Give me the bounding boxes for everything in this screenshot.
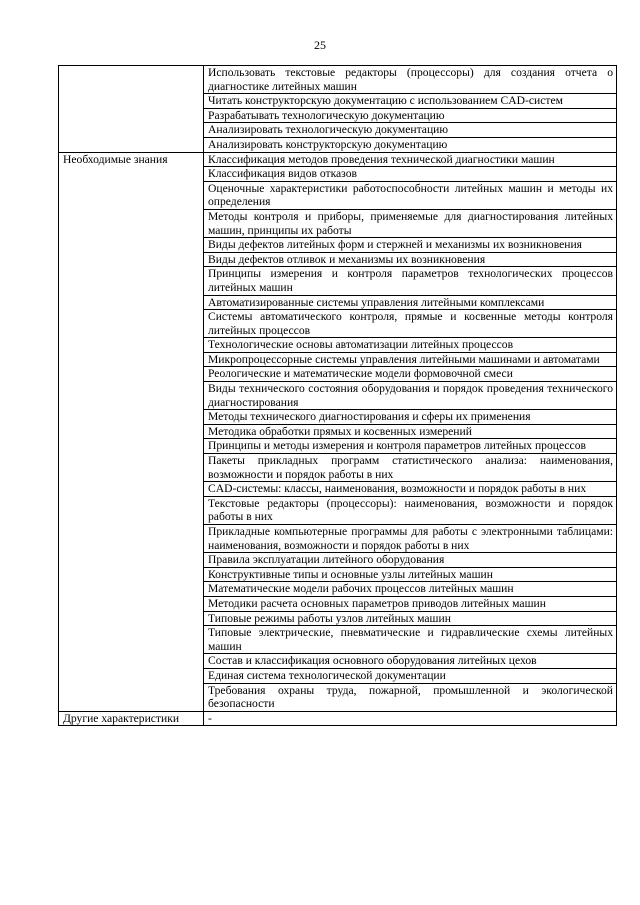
- item-text: Типовые электрические, пневматические и гидравлические схемы литейных машин: [208, 626, 613, 653]
- item-cell: [204, 338, 617, 353]
- item-text: Методы контроля и приборы, применяемые для диагностирования литейных машин, принципы их работы: [208, 209, 613, 237]
- section-label-cell: [59, 711, 204, 726]
- item-cell: [204, 66, 617, 94]
- section-label: Другие характеристики: [63, 711, 180, 725]
- item-cell: [204, 654, 617, 669]
- item-cell: [204, 123, 617, 138]
- item-cell: [204, 252, 617, 267]
- item-cell: [204, 137, 617, 152]
- item-text: Оценочные характеристики работоспособности литейных машин и методы их определения: [208, 181, 613, 209]
- item-cell: [204, 553, 617, 568]
- item-text: Типовые режимы работы узлов литейных машин: [208, 611, 451, 625]
- item-cell: [204, 454, 617, 482]
- item-cell: [204, 482, 617, 497]
- item-cell: [204, 267, 617, 295]
- item-text: Реологические и математические модели формовочной смеси: [208, 367, 513, 381]
- item-cell: [204, 94, 617, 109]
- table-body: [59, 66, 617, 726]
- item-text: Автоматизированные системы управления литейными комплексами: [208, 295, 545, 309]
- item-text: CAD-системы: классы, наименования, возможности и порядок работы в них: [208, 482, 587, 496]
- item-cell: [204, 668, 617, 683]
- item-text: Классификация методов проведения технической диагностики машин: [208, 152, 555, 166]
- item-text: Анализировать конструкторскую документацию: [208, 137, 448, 151]
- item-cell: [204, 683, 617, 711]
- item-cell: [204, 626, 617, 654]
- table-row: [59, 66, 617, 94]
- item-cell: [204, 310, 617, 338]
- item-text: Правила эксплуатации литейного оборудования: [208, 553, 445, 567]
- item-text: Принципы измерения и контроля параметров технологических процессов литейных машин: [208, 267, 613, 294]
- item-cell: [204, 496, 617, 524]
- item-text: Разрабатывать технологическую документацию: [208, 108, 445, 122]
- item-cell: [204, 152, 617, 167]
- item-text: Анализировать технологическую документацию: [208, 123, 449, 137]
- item-cell: [204, 352, 617, 367]
- item-text: Классификация видов отказов: [208, 167, 357, 181]
- item-text: Технологические основы автоматизации литейных процессов: [208, 338, 514, 352]
- item-text: Методика обработки прямых и косвенных измерений: [208, 424, 472, 438]
- item-text: Виды технического состояния оборудования и порядок проведения технического диагностирования: [208, 382, 613, 409]
- item-text: Принципы и методы измерения и контроля параметров литейных процессов: [208, 439, 586, 453]
- item-cell: [204, 181, 617, 209]
- section-label-cell: [59, 152, 204, 711]
- section-label-cell: [59, 66, 204, 153]
- item-cell: [204, 295, 617, 310]
- item-text: Единая система технологической документации: [208, 668, 446, 682]
- item-cell: [204, 567, 617, 582]
- item-cell: [204, 410, 617, 425]
- item-text: Виды дефектов литейных форм и стержней и механизмы их возникновения: [208, 238, 582, 252]
- item-cell: [204, 209, 617, 237]
- item-cell: [204, 367, 617, 382]
- item-text: Читать конструкторскую документацию с использованием CAD-систем: [208, 94, 563, 108]
- page-number: 25: [314, 38, 326, 52]
- item-cell: [204, 439, 617, 454]
- item-cell: [204, 711, 617, 726]
- section-label: Необходимые знания: [63, 152, 168, 166]
- item-cell: [204, 382, 617, 410]
- requirements-table: [58, 65, 617, 726]
- item-text: Математические модели рабочих процессов литейных машин: [208, 582, 514, 596]
- item-text: Состав и классификация основного оборудования литейных цехов: [208, 654, 537, 668]
- item-cell: [204, 582, 617, 597]
- item-text: Системы автоматического контроля, прямые и косвенные методы контроля литейных процессов: [208, 310, 613, 337]
- item-text: Использовать текстовые редакторы (процессоры) для создания отчета о диагностике литейных машин: [208, 66, 613, 93]
- item-cell: [204, 525, 617, 553]
- item-text: Микропроцессорные системы управления литейными машинами и автоматами: [208, 352, 600, 366]
- table-row: [59, 152, 617, 167]
- item-text: Прикладные компьютерные программы для работы с электронными таблицами: наименования, возможности и порядок работы в них: [208, 525, 613, 552]
- item-text: Виды дефектов отливок и механизмы их возникновения: [208, 252, 486, 266]
- item-cell: [204, 596, 617, 611]
- table-row: [59, 711, 617, 726]
- item-cell: [204, 238, 617, 253]
- item-text: Конструктивные типы и основные узлы литейных машин: [208, 567, 493, 581]
- item-cell: [204, 167, 617, 182]
- item-cell: [204, 108, 617, 123]
- item-cell: [204, 424, 617, 439]
- item-text: Требования охраны труда, пожарной, промышленной и экологической безопасности: [208, 683, 613, 711]
- item-text: Текстовые редакторы (процессоры): наименования, возможности и порядок работы в них: [208, 496, 613, 524]
- item-text: Пакеты прикладных программ статистического анализа: наименования, возможности и порядок работы в них: [208, 454, 613, 481]
- item-cell: [204, 611, 617, 626]
- item-text: Методики расчета основных параметров приводов литейных машин: [208, 596, 546, 610]
- item-text: Методы технического диагностирования и сферы их применения: [208, 410, 531, 424]
- item-text: -: [208, 711, 212, 725]
